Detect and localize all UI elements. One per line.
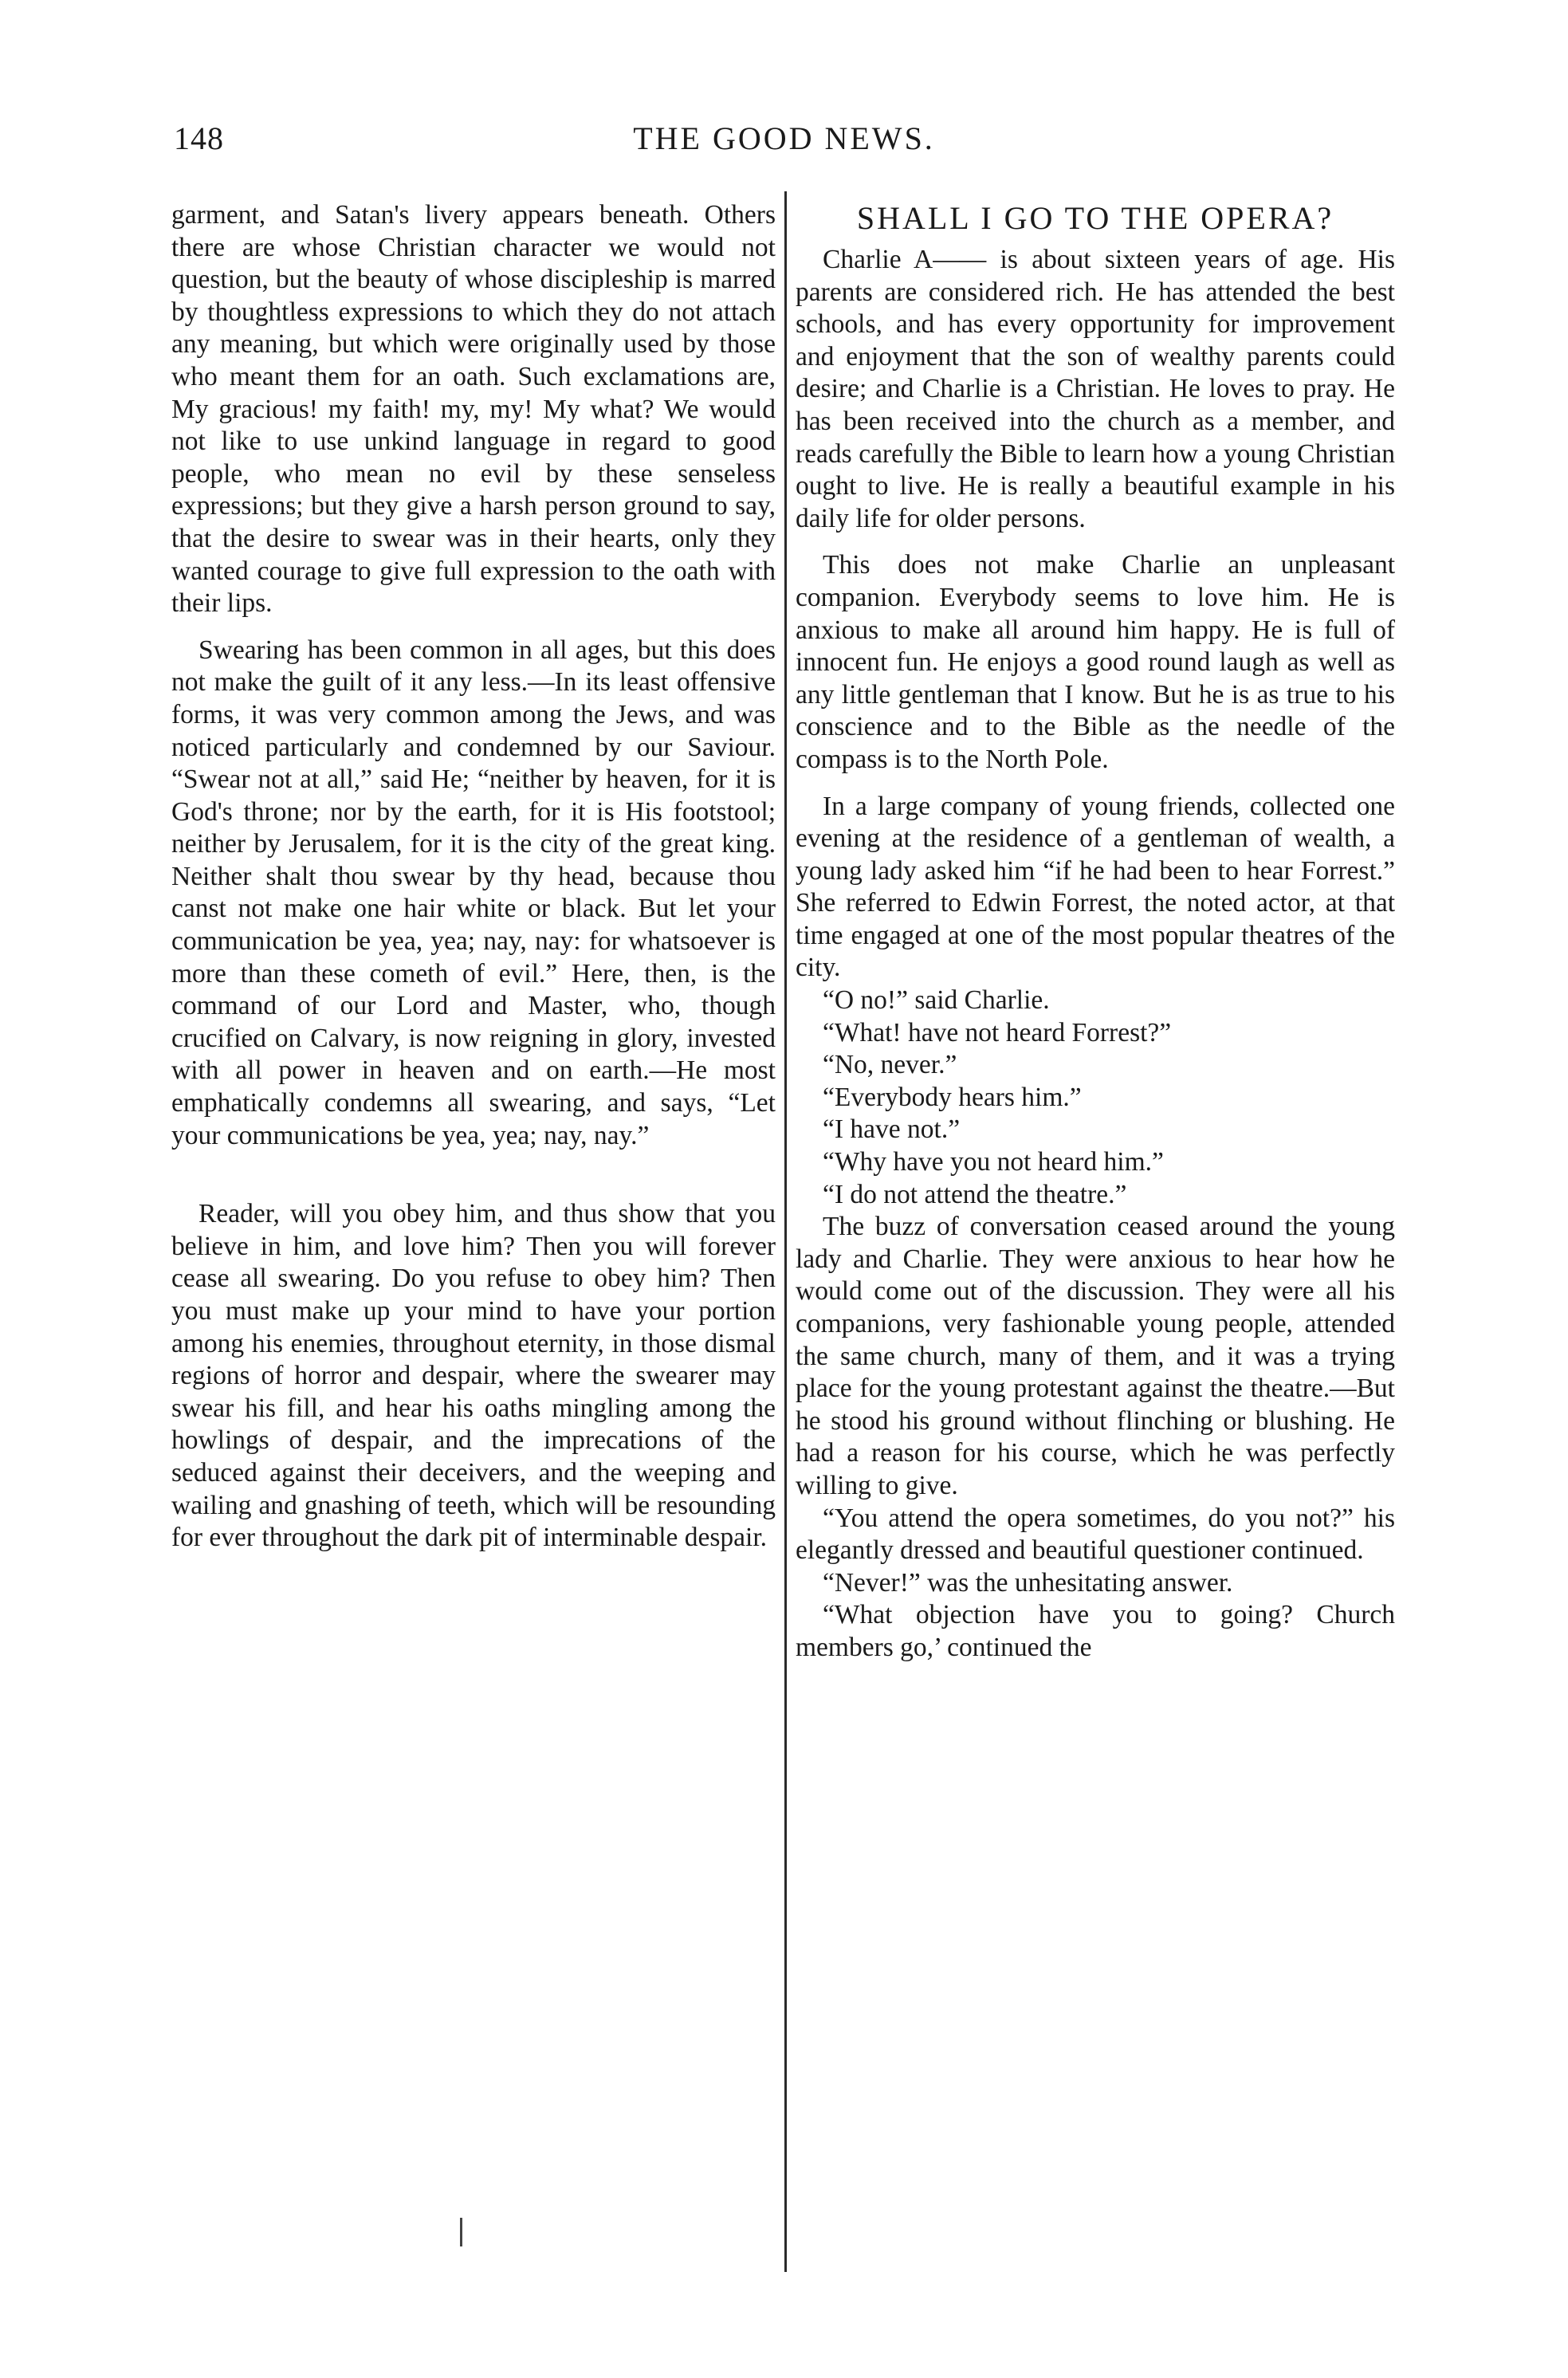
dialogue-line-1: “O no!” said Charlie. xyxy=(823,985,1050,1016)
page-number: 148 xyxy=(174,120,224,156)
left-paragraph-3: Reader, will you obey him, and thus show that you believe in him, and love him? Then you will forever cease all swearing. Do you refuse to obey him? Then you must make up your mind to have your portion among his enemies, throughout eternity, in those dismal regions of horror and despair, where the swearer may swear his fill, and hear his oaths mingling among the howlings of despair, and the imprecations of the seduced against their deceivers, and the weeping and wailing and gnashing of teeth, which will be resounding for ever throughout the dark pit of interminable despair. xyxy=(171,1199,776,1553)
left-column xyxy=(171,199,776,1555)
article-title: SHALL I GO TO THE OPERA? xyxy=(856,200,1334,236)
right-paragraph-5: “You attend the opera sometimes, do you not?” his elegantly dressed and beautiful questioner continued. xyxy=(796,1503,1395,1566)
right-paragraph-2: This does not make Charlie an unpleasant companion. Everybody seems to love him. He is anxious to make all around him happy. He is full of innocent fun. He enjoys a good round laugh as well as any little gentleman that I know. But he is as true to his conscience and to the Bible as the needle of the compass is to the North Pole. xyxy=(796,550,1395,774)
right-paragraph-6: “What objection have you to going? Church members go,’ continued the xyxy=(796,1600,1395,1662)
dialogue-line-8: “Never!” was the unhesitating answer. xyxy=(823,1567,1233,1598)
dialogue-line-2: “What! have not heard Forrest?” xyxy=(823,1017,1172,1047)
dialogue-line-5: “I have not.” xyxy=(823,1114,961,1145)
right-paragraph-3: In a large company of young friends, collected one evening at the residence of a gentleman of wealth, a young lady asked him “if he had been to hear Forrest.” She referred to Edwin Forrest, the noted actor, at that time engaged at one of the most popular theatres of the city. xyxy=(796,791,1395,983)
left-paragraph-2: Swearing has been common in all ages, but this does not make the guilt of it any less.—In its least offensive forms, it was very common among the Jews, and was noticed particularly and condemned by our Saviour. “Swear not at all,” said He; “neither by heaven, for it is God's throne; nor by the earth, for it is His footstool; neither by Jerusalem, for it is the city of the great king. Neither shalt thou swear by thy head, because thou canst not make one hair white or black. But let your communication be yea, yea; nay, nay: for whatsoever is more than these cometh of evil.” Here, then, is the command of our Lord and Master, who, though crucified on Calvary, is now reigning in glory, invested with all power in heaven and on earth.—He most emphatically condemns all swearing, and says, “Let your communications be yea, yea; nay, nay.” xyxy=(171,635,776,1150)
dialogue-line-6: “Why have you not heard him.” xyxy=(823,1147,1164,1177)
right-paragraph-1: Charlie A—— is about sixteen years of age. His parents are considered rich. He has attended the best schools, and has every opportunity for improvement and enjoyment that the son of wealthy parents could desire; and Charlie is a Christian. He loves to pray. He has been received into the church as a member, and reads carefully the Bible to learn how a young Christian ought to live. He is really a beautiful example in his daily life for older persons. xyxy=(796,245,1395,533)
dialogue-line-4: “Everybody hears him.” xyxy=(823,1082,1082,1112)
right-paragraph-4: The buzz of conversation ceased around the young lady and Charlie. They were anxious to hear how he would come out of the discussion. They were all his companions, very fashionable young people, attended the same church, many of them, and it was a trying place for the young protestant against the theatre.—But he stood his ground without flinching or blushing. He had a reason for his course, which he was perfectly willing to give. xyxy=(796,1212,1395,1500)
left-paragraph-1: garment, and Satan's livery appears beneath. Others there are whose Christian character we would not question, but the beauty of whose discipleship is marred by thoughtless expressions to which they do not attach any meaning, but which were originally used by those who meant them for an oath. Such exclamations are, My gracious! my faith! my, my! My what? We would not like to use unkind language in regard to good people, who mean no evil by these senseless expressions; but they give a harsh person ground to say, that the desire to swear was in their hearts, only they wanted courage to give full expression to the oath with their lips. xyxy=(171,200,776,619)
running-title: THE GOOD NEWS. xyxy=(633,120,935,156)
column-divider xyxy=(784,191,787,2272)
dialogue-line-7: “I do not attend the theatre.” xyxy=(823,1179,1127,1209)
right-column xyxy=(796,199,1395,1665)
dialogue-line-3: “No, never.” xyxy=(823,1050,957,1080)
column-end-rule xyxy=(460,2218,462,2246)
